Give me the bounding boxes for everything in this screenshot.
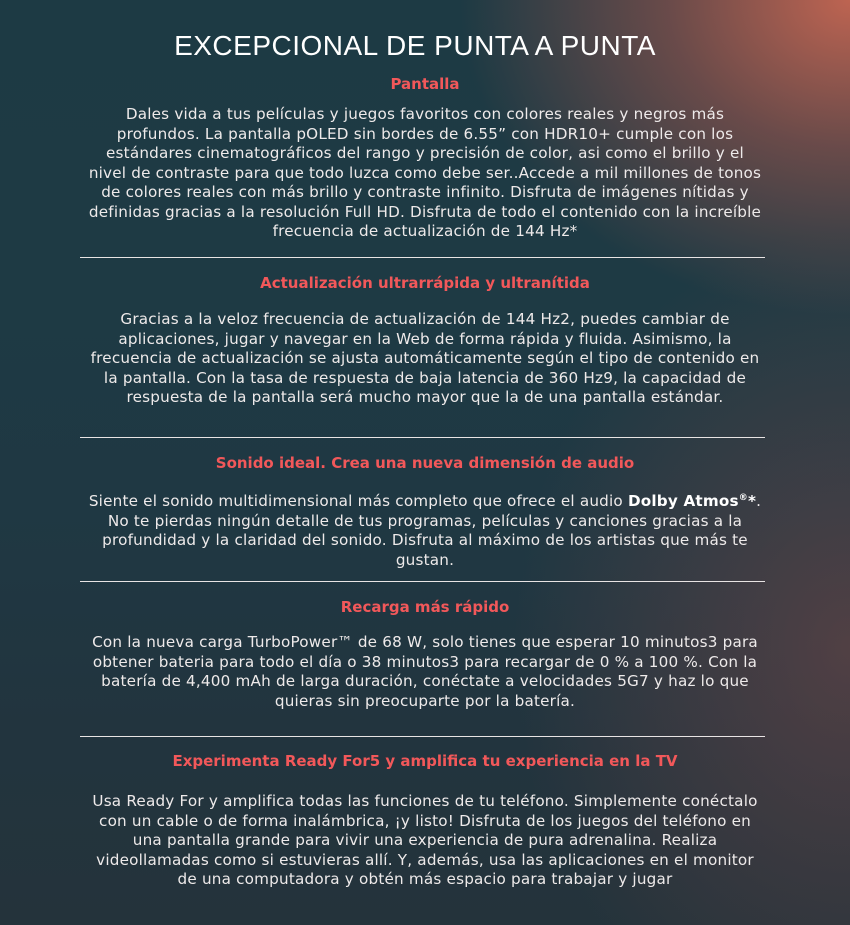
section-sonido [85,454,765,570]
section-heading: Sonido ideal. Crea una nueva dimensión de audio [215,454,635,472]
page-title: EXCEPCIONAL DE PUNTA A PUNTA [174,30,656,61]
section-body [85,489,765,570]
brand-text: Dolby Atmos [627,492,739,511]
section-heading: Experimenta Ready For5 y amplifica tu experiencia en la TV [172,752,678,770]
section-body: Gracias a la veloz frecuencia de actualización de 144 Hz2, puedes cambiar de aplicaciones, jugar y navegar en la Web de forma rápida y fluida. Asimismo, la frecuencia de actualización se ajusta automáticamente según el tipo de contenido en la pantalla. Con la tasa de respuesta de baja latencia de 360 Hz9, la capacidad de respuesta de la pantalla será mucho mayor que la de una pantalla estándar. [90,310,760,406]
divider [80,581,765,582]
body-text: Siente el sonido multidimensional más completo que ofrece el audio [88,492,628,511]
section-recarga [85,598,765,711]
divider [80,257,765,258]
body-text: . No te pierdas ningún detalle de tus programas, películas y canciones gracias a la profundidad y la claridad del sonido. Disfruta al máximo de los artistas que más te gustan. [102,492,762,569]
section-heading: Recarga más rápido [340,598,510,616]
dolby-atmos-brand [628,492,756,510]
section-body: Dales vida a tus películas y juegos favoritos con colores reales y negros más profundos. La pantalla pOLED sin bordes de 6.55” con HDR10+ cumple con los estándares cinematográficos del rango y precisión de color, asi como el brillo y el nivel de contraste para que todo luzca como debe ser..Accede a mil millones de tonos de colores reales con más brillo y contraste infinito. Disfruta de imágenes nítidas y definidas gracias a la resolución Full HD. Disfruta de todo el contenido con la increíble frecuencia de actualización de 144 Hz* [88,105,762,240]
section-body: Con la nueva carga TurboPower™ de 68 W, solo tienes que esperar 10 minutos3 para obtener bateria para todo el día o 38 minutos3 para recargar de 0 % a 100 %. Con la batería de 4,400 mAh de larga duración, conéctate a velocidades 5G7 y haz lo que quieras sin preocuparte por la batería. [92,633,758,710]
section-body: Usa Ready For y amplifica todas las funciones de tu teléfono. Simplemente conéctalo con un cable o de forma inalámbrica, ¡y listo! Disfruta de los juegos del teléfono en una pantalla grande para vivir una experiencia de pura adrenalina. Realiza videollamadas como si estuvieras allí. Y, además, usa las aplicaciones en el monitor de una computadora y obtén más espacio para trabajar y jugar [92,792,758,888]
section-pantalla [85,75,765,242]
divider [80,437,765,438]
section-actualizacion [85,274,765,408]
asterisk: * [747,492,757,511]
section-ready-for [85,752,765,890]
section-heading: Pantalla [390,75,460,93]
registered-mark: ® [738,493,748,503]
divider [80,736,765,737]
section-heading: Actualización ultrarrápida y ultranítida [260,274,590,292]
